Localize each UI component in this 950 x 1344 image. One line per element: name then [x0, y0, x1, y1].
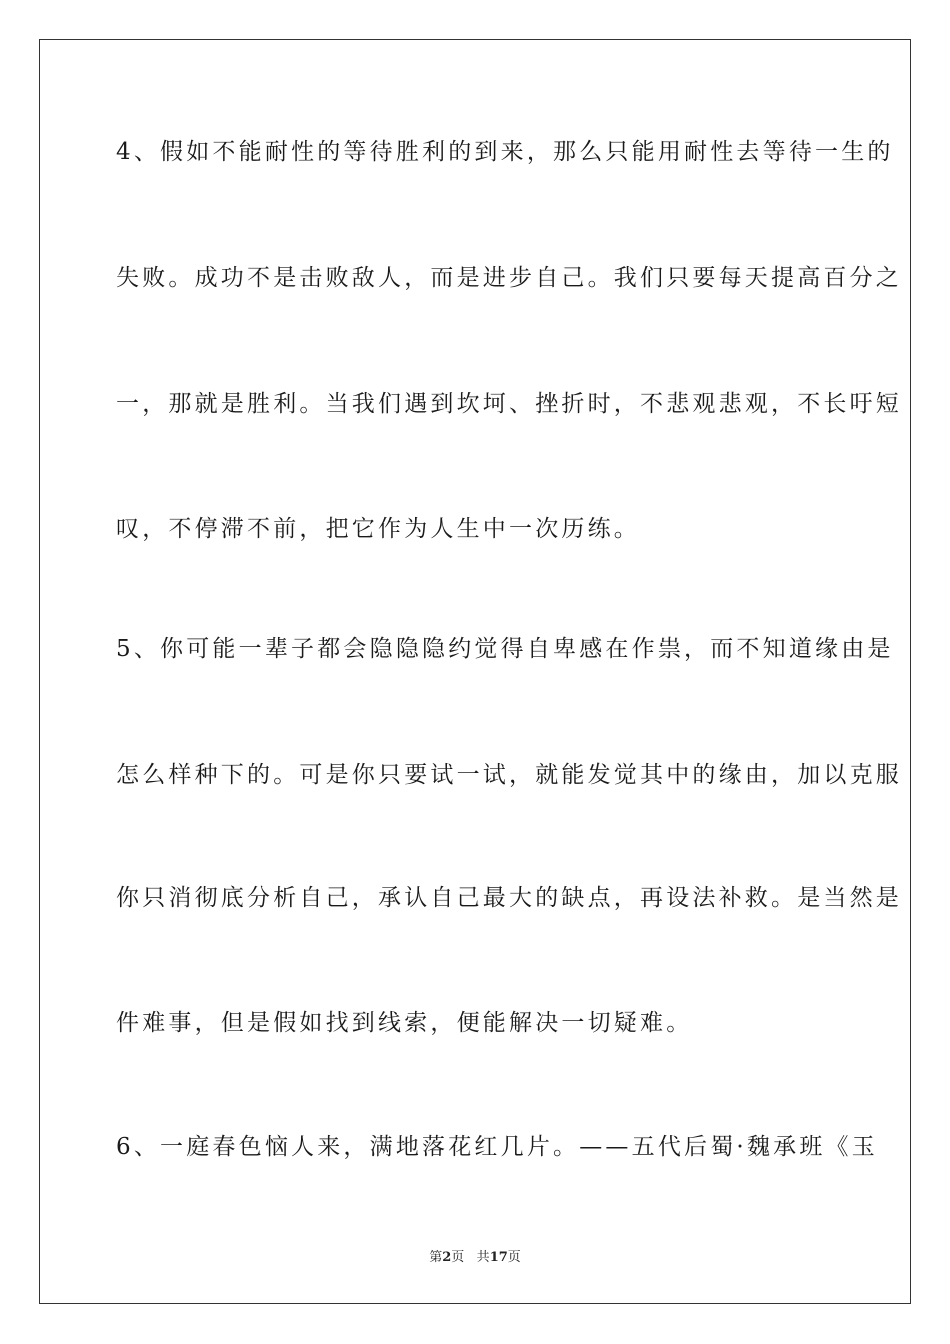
- page-prefix: 第: [429, 1250, 443, 1265]
- text-line: 6、一庭春色恼人来，满地落花红几片。——五代后蜀·魏承班《玉: [116, 1134, 878, 1160]
- text-line: 失败。成功不是击败敌人，而是进步自己。我们只要每天提高百分之: [116, 265, 902, 291]
- text-line: 件难事，但是假如找到线索，便能解决一切疑难。: [116, 1010, 693, 1036]
- text-line: 叹，不停滞不前，把它作为人生中一次历练。: [116, 516, 640, 542]
- page-number: 2: [442, 1250, 452, 1265]
- page-suffix: 页: [451, 1250, 465, 1265]
- total-prefix: 共: [476, 1250, 490, 1265]
- page-border: [39, 39, 911, 1304]
- text-line: 4、假如不能耐性的等待胜利的到来，那么只能用耐性去等待一生的: [116, 139, 894, 165]
- text-line: 5、你可能一辈子都会隐隐隐约觉得自卑感在作祟，而不知道缘由是: [116, 636, 894, 662]
- text-line: 一，那就是胜利。当我们遇到坎坷、挫折时，不悲观悲观，不长吁短: [116, 391, 902, 417]
- total-pages: 17: [489, 1250, 508, 1265]
- total-suffix: 页: [507, 1250, 521, 1265]
- page-footer: [0, 1246, 950, 1265]
- text-line: 怎么样种下的。可是你只要试一试，就能发觉其中的缘由，加以克服: [116, 762, 902, 788]
- text-line: 你只消彻底分析自己，承认自己最大的缺点，再设法补救。是当然是: [116, 885, 902, 911]
